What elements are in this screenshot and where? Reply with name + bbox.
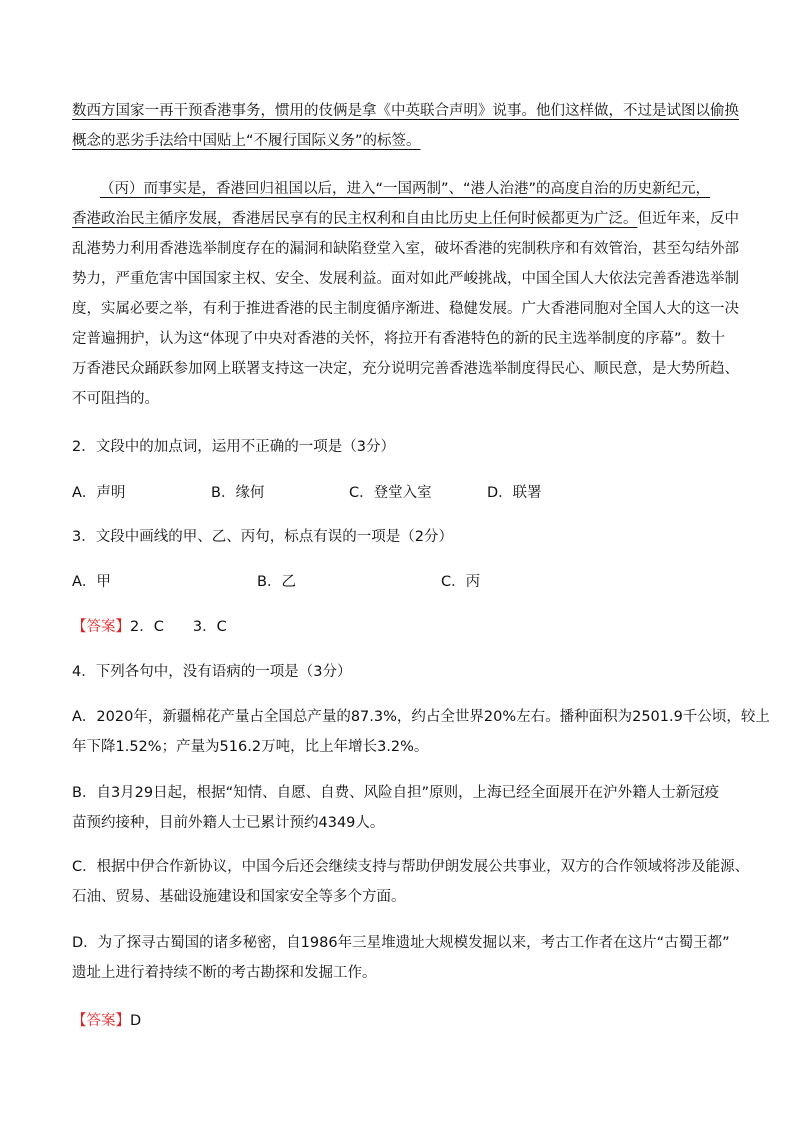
para2-line5: 度，实属必要之举，有利于推进香港的民主制度循序渐进、稳健发展。广大香港同胞对全国人大的这一决 [72, 301, 739, 317]
q2-option-c: C．登堂入室 [349, 485, 432, 501]
q2-option-a: A．声明 [72, 485, 126, 501]
q4-option-c-line2: 石油、贸易、基础设施建设和国家安全等多个方面。 [72, 889, 406, 905]
answer-text: 2．C 3．C [130, 619, 227, 635]
para2-line2-underlined: 香港政治民主循序发展，香港居民享有的民主权利和自由比历史上任何时候都更为广泛。 [72, 211, 638, 227]
q3-option-b: B．乙 [257, 574, 296, 590]
q2-stem: 2．文段中的加点词，运用不正确的一项是（3分） [72, 439, 395, 455]
q4-option-b-line1: B．自3月29日起，根据“知情、自愿、自费、风险自担”原则，上海已经全面展开在沪外籍人士新冠疫 [72, 785, 720, 801]
q4-option-c-line1: C．根据中伊合作新协议，中国今后还会继续支持与帮助伊朗发展公共事业，双方的合作领域将涉及能源、 [72, 859, 750, 875]
q3-option-a: A．甲 [72, 574, 111, 590]
para2-line8: 不可阻挡的。 [72, 391, 159, 407]
answer-text: D [130, 1013, 142, 1029]
para2-line7: 万香港民众踊跃参加网上联署支持这一决定，充分说明完善香港选举制度得民心、顺民意，是大势所趋、 [72, 361, 739, 377]
para2-line1-underlined: （丙）而事实是，香港回归祖国以后，进入“一国两制”、“港人治港”的高度自治的历史新纪元， [100, 181, 711, 197]
para1-line1: 数西方国家一再干预香港事务，惯用的伎俩是拿《中英联合声明》说事。他们这样做，不过是试图以偷换 [72, 103, 739, 119]
para1-line2: 概念的恶劣手法给中国贴上“不履行国际义务”的标签。 [72, 133, 421, 149]
q4-option-d-line1: D．为了探寻古蜀国的诸多秘密，自1986年三星堆遗址大规模发掘以来，考古工作者在这片“古蜀王都” [72, 935, 730, 951]
q4-option-d-line2: 遗址上进行着持续不断的考古勘探和发掘工作。 [72, 965, 377, 981]
answer-tag: 【答案】 [72, 619, 130, 635]
para2-line2-rest: 但近年来，反中 [637, 211, 739, 227]
q3-stem: 3．文段中画线的甲、乙、丙句，标点有误的一项是（2分） [72, 529, 453, 545]
para2-line3: 乱港势力利用香港选举制度存在的漏洞和缺陷登堂入室，破坏香港的宪制秩序和有效管治，甚至勾结外部 [72, 241, 739, 257]
q3-option-c: C．丙 [441, 574, 481, 590]
answer-block-1 [72, 617, 227, 637]
para2-line4: 势力，严重危害中国国家主权、安全、发展利益。面对如此严峻挑战，中国全国人大依法完善香港选举制 [72, 271, 739, 287]
answer-tag: 【答案】 [72, 1013, 130, 1029]
q2-option-b: B．缘何 [211, 485, 265, 501]
para2-line1 [100, 179, 710, 199]
q4-option-b-line2: 苗预约接种，目前外籍人士已累计预约4349人。 [72, 815, 385, 831]
q4-stem: 4．下列各句中，没有语病的一项是（3分） [72, 664, 352, 680]
q4-option-a-line2: 年下降1.52%；产量为516.2万吨，比上年增长3.2%。 [72, 739, 429, 755]
para2-line6: 定普遍拥护，认为这“体现了中央对香港的关怀，将拉开有香港特色的新的民主选举制度的序幕”。数十 [72, 331, 726, 347]
para2-line2 [72, 209, 739, 229]
answer-block-2 [72, 1011, 141, 1031]
q4-option-a-line1: A．2020年，新疆棉花产量占全国总产量的87.3%，约占全世界20%左右。播种面积为2501.9千公顷，较上 [72, 709, 770, 725]
q2-option-d: D．联署 [487, 485, 542, 501]
